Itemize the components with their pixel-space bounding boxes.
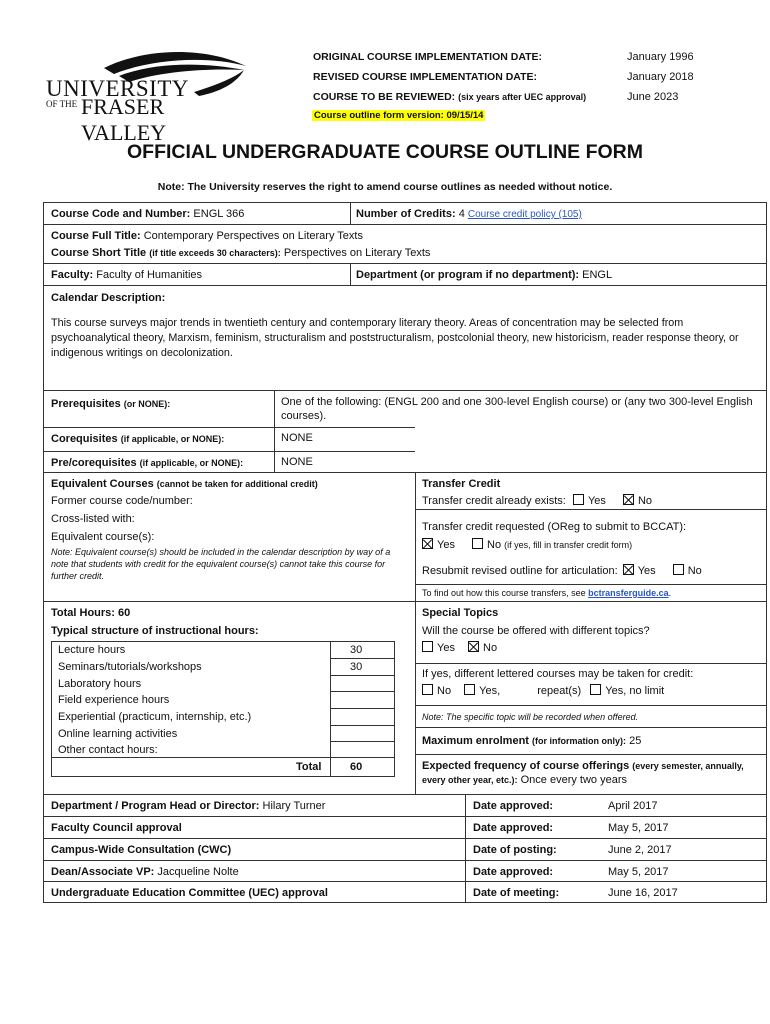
approval-date: May 5, 2017 — [608, 866, 669, 878]
special-topics-question: Will the course be offered with different topics? — [422, 625, 650, 637]
hours-row-label: Field experience hours — [58, 694, 170, 706]
calendar-description: This course surveys major trends in twentieth century and contemporary literary theory. Areas of concentration may be selected from psychoanalytical theory, Marxism, feminism, structuralism and poststructuralism, postcolonial theory, new historicism, reader response theory, or indigenous writings on decolonization. — [51, 317, 739, 359]
approval-date-label: Date approved: — [473, 800, 554, 812]
special-yes-checkbox[interactable] — [422, 641, 433, 652]
page-title: OFFICIAL UNDERGRADUATE COURSE OUTLINE FORM — [126, 141, 644, 163]
former-code: Former course code/number: — [51, 495, 193, 507]
logo-of-the: OF THE — [46, 99, 78, 109]
approval-date-label: Date of posting: — [473, 844, 557, 856]
approval-row-label: Dean/Associate VP: Jacqueline Nolte — [51, 866, 239, 878]
special-topics-label: Special Topics — [422, 607, 499, 619]
approval-date: June 2, 2017 — [608, 844, 672, 856]
review-date-value: June 2023 — [627, 91, 679, 103]
hours-row-label: Other contact hours: — [58, 744, 158, 756]
approval-date: April 2017 — [608, 800, 658, 812]
transfer-exists-no-checkbox[interactable] — [623, 494, 634, 505]
original-date-value: January 1996 — [627, 51, 694, 63]
approval-row-label: Campus-Wide Consultation (CWC) — [51, 844, 232, 856]
offering-frequency: Expected frequency of course offerings (every semester, annually, every other year, etc.): Once every two years — [422, 760, 744, 786]
approval-date: June 16, 2017 — [608, 887, 678, 899]
resubmit-yes-checkbox[interactable] — [623, 564, 634, 575]
form-version: Course outline form version: 09/15/14 — [314, 110, 484, 121]
credits: Number of Credits: 4 Course credit policy (105) — [356, 208, 582, 220]
course-code: Course Code and Number: ENGL 366 — [51, 208, 245, 220]
special-credit-options: No Yes, repeat(s) Yes, no limit — [422, 684, 664, 698]
transfer-requested-options: Yes No (if yes, fill in transfer credit form) — [422, 538, 632, 552]
equivalent-courses: Equivalent course(s): — [51, 531, 155, 543]
transfer-requested-no-checkbox[interactable] — [472, 538, 483, 549]
repeat-no-checkbox[interactable] — [422, 684, 433, 695]
hours-row-label: Lecture hours — [58, 644, 126, 656]
resubmit-no-checkbox[interactable] — [673, 564, 684, 575]
transfer-exists-yes-checkbox[interactable] — [573, 494, 584, 505]
special-no-checkbox[interactable] — [468, 641, 479, 652]
transfer-find-out: To find out how this course transfers, see bctransferguide.ca. — [422, 588, 672, 598]
approval-date-label: Date of meeting: — [473, 887, 560, 899]
logo-line1: UNIVERSITY — [46, 76, 189, 101]
transfer-label: Transfer Credit — [422, 478, 501, 490]
special-topic-note: Note: The specific topic will be recorded when offered. — [422, 712, 639, 722]
hours-row-label: Seminars/tutorials/workshops — [58, 661, 202, 673]
typical-structure-label: Typical structure of instructional hours: — [51, 625, 259, 637]
precoreq-value: NONE — [281, 456, 313, 468]
hours-row-label: Online learning activities — [58, 728, 178, 740]
prereq-value: One of the following: (ENGL 200 and one 300-level English course) or (any two 300-level English courses). — [281, 396, 753, 422]
revised-date-value: January 2018 — [627, 71, 694, 83]
credit-policy-link[interactable]: Course credit policy (105) — [467, 209, 582, 220]
prereq-label: Prerequisites (or NONE): — [51, 398, 171, 410]
calendar-label: Calendar Description: — [51, 292, 166, 304]
transfer-requested: Transfer credit requested (OReg to submit to BCCAT): — [422, 521, 687, 533]
special-topics-options: Yes No — [422, 641, 497, 655]
precoreq-label: Pre/corequisites (if applicable, or NONE): — [51, 457, 244, 469]
approval-row-label: Department / Program Head or Director: Hilary Turner — [51, 800, 326, 812]
transfer-requested-yes-checkbox[interactable] — [422, 538, 433, 549]
resubmit-articulation: Resubmit revised outline for articulation: Yes No — [422, 565, 702, 577]
hours-total-label: Total — [296, 761, 322, 773]
approval-row-label: Undergraduate Education Committee (UEC) approval — [51, 887, 328, 899]
hours-total-value: 60 — [350, 761, 363, 773]
revised-date-label: REVISED COURSE IMPLEMENTATION DATE: — [313, 71, 538, 83]
maximum-enrolment: Maximum enrolment (for information only): 25 — [422, 735, 642, 747]
logo-line2: FRASER VALLEY — [81, 94, 167, 145]
total-hours: Total Hours: 60 — [51, 607, 131, 619]
hours-row-value: 30 — [350, 644, 363, 656]
hours-row-label: Laboratory hours — [58, 678, 142, 690]
approval-date-label: Date approved: — [473, 822, 554, 834]
special-if-yes: If yes, different lettered courses may be taken for credit: — [422, 668, 694, 680]
bctransferguide-link[interactable]: bctransferguide.ca — [588, 588, 669, 598]
department: Department (or program if no department): ENGL — [356, 269, 613, 281]
coreq-value: NONE — [281, 432, 313, 444]
short-title: Course Short Title (if title exceeds 30 characters): Perspectives on Literary Texts — [51, 247, 431, 259]
cross-listed: Cross-listed with: — [51, 513, 135, 525]
faculty: Faculty: Faculty of Humanities — [51, 269, 203, 281]
amend-note: Note: The University reserves the right to amend course outlines as needed without notice. — [157, 181, 613, 193]
transfer-exists: Transfer credit already exists: Yes No — [422, 495, 653, 507]
review-date-note: (six years after UEC approval) — [458, 92, 587, 102]
hours-row-label: Experiential (practicum, internship, etc.) — [58, 711, 252, 723]
hours-row-value: 30 — [350, 661, 363, 673]
review-date-label: COURSE TO BE REVIEWED: (six years after UEC approval) — [313, 91, 587, 103]
repeat-yes-checkbox[interactable] — [464, 684, 475, 695]
repeat-no-limit-checkbox[interactable] — [590, 684, 601, 695]
full-title: Course Full Title: Contemporary Perspectives on Literary Texts — [51, 230, 363, 242]
approval-date: May 5, 2017 — [608, 822, 669, 834]
equivalent-note: Note: Equivalent course(s) should be included in the calendar description by way of a note that students with credit for the equivalent course(s) cannot take this course for further credit. — [51, 547, 391, 581]
approval-row-label: Faculty Council approval — [51, 822, 182, 834]
original-date-label: ORIGINAL COURSE IMPLEMENTATION DATE: — [313, 51, 543, 63]
coreq-label: Corequisites (if applicable, or NONE): — [51, 433, 225, 445]
university-logo — [44, 48, 249, 145]
approval-date-label: Date approved: — [473, 866, 554, 878]
equivalent-label: Equivalent Courses (cannot be taken for additional credit) — [51, 478, 318, 490]
